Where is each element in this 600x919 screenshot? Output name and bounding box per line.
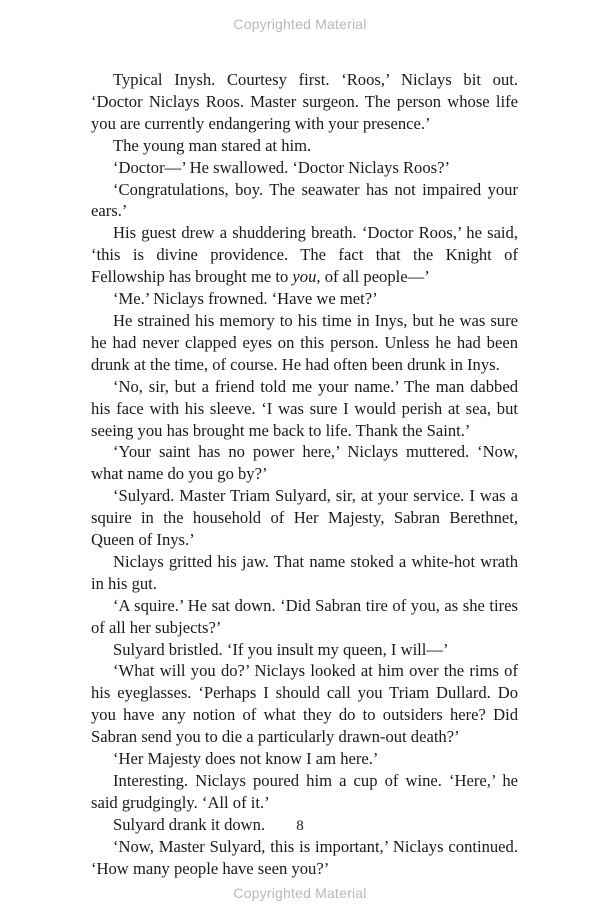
paragraph	[91, 485, 518, 551]
text-run: ‘No, sir, but a friend told me your name.’ The man dabbed his face with his sleeve. ‘I was sure I would perish at sea, but seeing you has brought me back to life. Thank the Saint.’	[91, 376, 518, 440]
paragraph	[91, 660, 518, 748]
text-run: Sulyard drank it down.	[113, 814, 266, 834]
paragraph	[91, 551, 518, 595]
page-number: 8	[296, 818, 304, 834]
paragraph	[91, 595, 518, 639]
copyright-watermark-top: Copyrighted Material	[233, 16, 367, 32]
paragraph	[91, 639, 518, 661]
paragraph	[91, 748, 518, 770]
paragraph	[91, 770, 518, 814]
text-run: His guest drew a shuddering breath. ‘Doctor Roos,’ he said, ‘this is divine providence. The fact that the Knight of Fellowship has brought me to	[91, 223, 518, 287]
text-run: Interesting. Niclays poured him a cup of wine. ‘Here,’ he said grudgingly. ‘All of it.’	[91, 771, 518, 812]
text-run: , of all people—’	[316, 267, 430, 287]
paragraph	[91, 836, 518, 880]
text-run: ‘What will you do?’ Niclays looked at him over the rims of his eyeglasses. ‘Perhaps I should call you Triam Dullard. Do you have any notion of what they do to outsiders here? Did Sabran send you to die a particularly drawn-out death?’	[91, 661, 518, 747]
text-run: ‘Now, Master Sulyard, this is important,’ Niclays continued. ‘How many people have seen you?’	[91, 836, 518, 878]
paragraph	[91, 310, 518, 376]
paragraph	[91, 288, 518, 310]
text-run: Typical Inysh. Courtesy first. ‘Roos,’ Niclays bit out. ‘Doctor Niclays Roos. Master surgeon. The person whose life you are currently endangering with your presence.’	[91, 70, 518, 133]
paragraph	[91, 376, 518, 442]
copyright-watermark-bottom: Copyrighted Material	[233, 885, 367, 901]
text-run: ‘Sulyard. Master Triam Sulyard, sir, at your service. I was a squire in the household of Her Majesty, Sabran Berethnet, Queen of Inys.’	[91, 486, 518, 550]
text-run: ‘Doctor—’ He swallowed. ‘Doctor Niclays Roos?’	[113, 157, 451, 177]
text-run: He strained his memory to his time in Inys, but he was sure he had never clapped eyes on this person. Unless he had been drunk at the time, of course. He had often been drunk in Inys.	[91, 310, 518, 374]
text-run: Niclays gritted his jaw. That name stoked a white-hot wrath in his gut.	[91, 551, 518, 593]
body-text	[91, 69, 518, 880]
text-run: ‘Me.’ Niclays frowned. ‘Have we met?’	[113, 289, 378, 309]
paragraph	[91, 135, 518, 157]
text-run: ‘Congratulations, boy. The seawater has not impaired your ears.’	[91, 179, 518, 221]
emphasized-text: you	[292, 267, 317, 287]
paragraph	[91, 69, 518, 135]
paragraph	[91, 222, 518, 288]
paragraph	[91, 157, 518, 179]
paragraph	[91, 179, 518, 223]
text-run: Sulyard bristled. ‘If you insult my queen, I will—’	[113, 639, 449, 659]
text-run: ‘A squire.’ He sat down. ‘Did Sabran tire of you, as she tires of all her subjects?’	[91, 595, 518, 637]
text-run: The young man stared at him.	[113, 135, 312, 155]
paragraph	[91, 441, 518, 485]
text-run: ‘Your saint has no power here,’ Niclays muttered. ‘Now, what name do you go by?’	[91, 442, 518, 484]
text-run: ‘Her Majesty does not know I am here.’	[113, 749, 379, 769]
